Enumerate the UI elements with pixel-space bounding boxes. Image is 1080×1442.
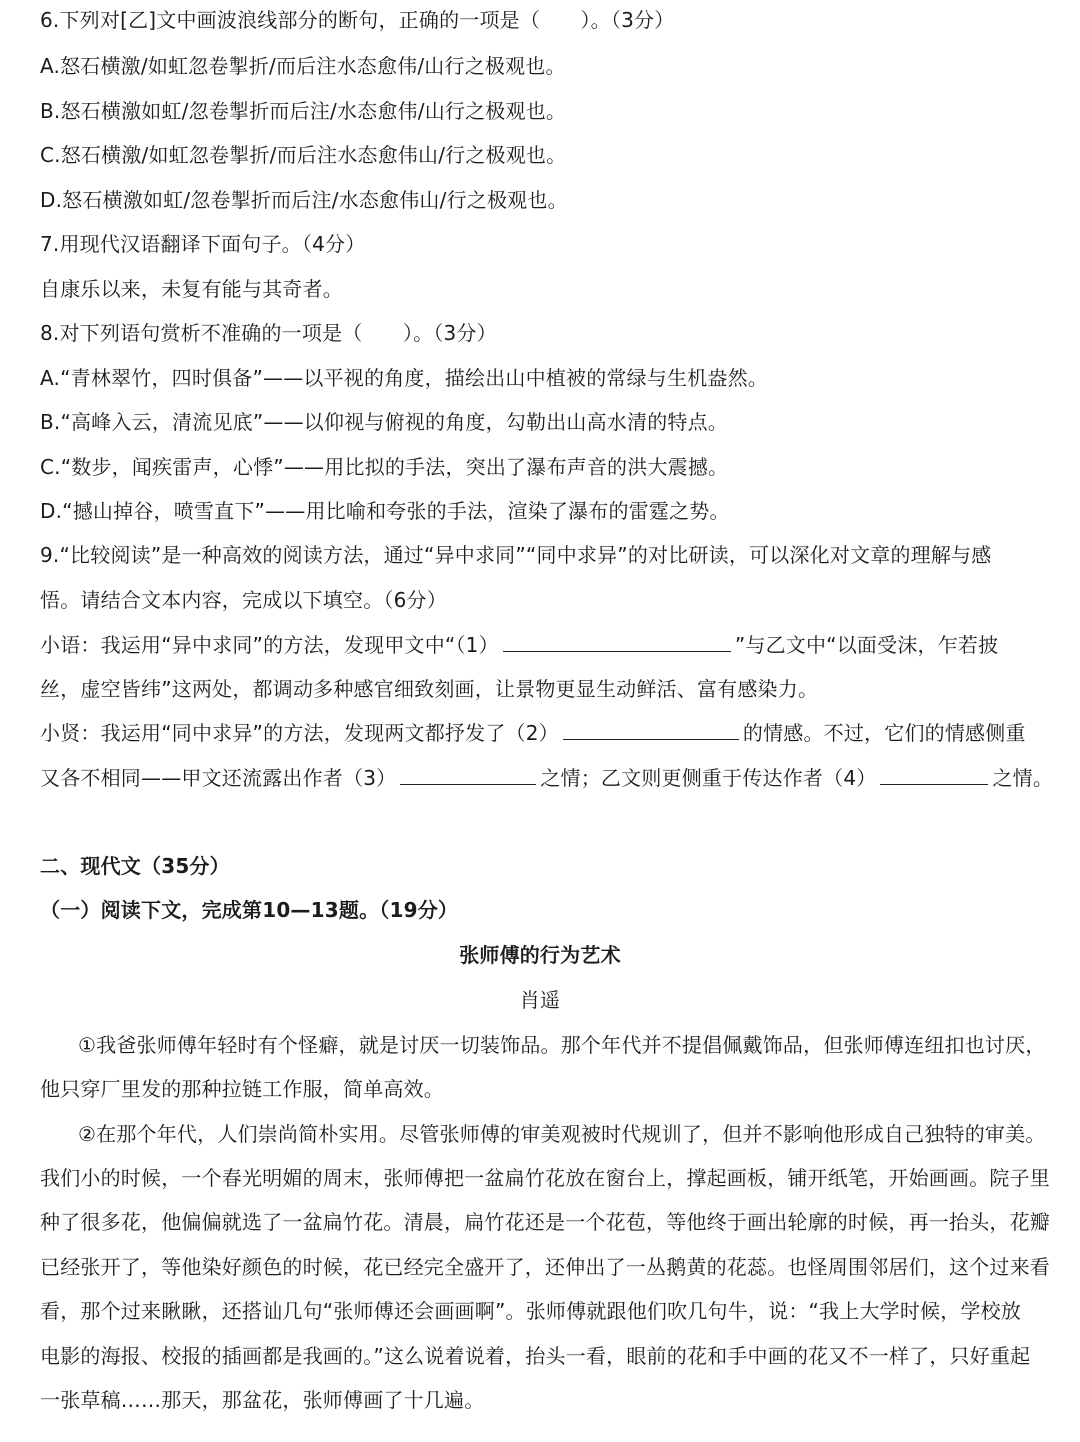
xiaoxian-text-c: 又各不相同——甲文还流露出作者（3） — [40, 766, 397, 790]
article-title: 张师傅的行为艺术 — [459, 943, 621, 967]
q6-option-a: A.怒石横激/如虹忽卷掣折/而后注水态愈伟/山行之极观也。 — [40, 54, 566, 78]
q6-option-b: B.怒石横激如虹/忽卷掣折而后注/水态愈伟/山行之极观也。 — [40, 99, 567, 123]
answer-blank-1[interactable] — [503, 631, 731, 652]
xiaoyu-text-a: 小语：我运用“异中求同”的方法，发现甲文中“（1） — [40, 633, 499, 657]
para2-line2: 我们小的时候，一个春光明媚的周末，张师傅把一盆扁竹花放在窗台上，撑起画板，铺开纸笔，开始画画。院子里 — [40, 1166, 1050, 1190]
q7-sentence: 自康乐以来，未复有能与其奇者。 — [40, 277, 343, 301]
xiaoxian-text-b: 的情感。不过，它们的情感侧重 — [742, 721, 1026, 745]
para2-line3: 种了很多花，他偏偏就选了一盆扁竹花。清晨，扁竹花还是一个花苞，等他终于画出轮廓的时候，再一抬头，花瓣 — [40, 1210, 1050, 1234]
q7-stem: 7.用现代汉语翻译下面句子。（4分） — [40, 232, 366, 256]
para2-line4: 已经张开了，等他染好颜色的时候，花已经完全盛开了，还伸出了一丛鹅黄的花蕊。也怪周围邻居们，这个过来看 — [40, 1255, 1050, 1279]
q6-option-d: D.怒石横激如虹/忽卷掣折而后注/水态愈伟山/行之极观也。 — [40, 188, 568, 212]
answer-blank-2[interactable] — [563, 719, 739, 740]
q8-option-a: A.“青林翠竹，四时俱备”——以平视的角度，描绘出山中植被的常绿与生机盎然。 — [40, 366, 769, 390]
xiaoxian-text-e: 之情。 — [992, 766, 1054, 790]
q9-xiaoxian-line1 — [40, 719, 1040, 747]
section2-subheading: （一）阅读下文，完成第10—13题。（19分） — [40, 898, 459, 922]
q8-option-b: B.“高峰入云，清流见底”——以仰视与俯视的角度，勾勒出山高水清的特点。 — [40, 410, 729, 434]
article-author: 肖遥 — [519, 988, 561, 1012]
para2-line7: 一张草稿……那天，那盆花，张师傅画了十几遍。 — [40, 1388, 485, 1412]
q9-xiaoyu-line2: 丝，虚空皆纬”这两处，都调动多种感官细致刻画，让景物更显生动鲜活、富有感染力。 — [40, 677, 819, 701]
answer-blank-3[interactable] — [400, 764, 536, 785]
section2-heading: 二、现代文（35分） — [40, 854, 230, 878]
para2-line5: 看，那个过来瞅瞅，还搭讪几句“张师傅还会画画啊”。张师傅就跟他们吹几句牛，说：“我上大学时候，学校放 — [40, 1299, 1022, 1323]
q9-xiaoxian-line2 — [40, 764, 1054, 792]
para2-line1: ②在那个年代，人们崇尚简朴实用。尽管张师傅的审美观被时代规训了，但并不影响他形成自己独特的审美。 — [78, 1122, 1046, 1146]
para2-line6: 电影的海报、校报的插画都是我画的。”这么说着说着，抬头一看，眼前的花和手中画的花又不一样了，只好重起 — [40, 1344, 1031, 1368]
q9-stem-line1: 9.“比较阅读”是一种高效的阅读方法，通过“异中求同”“同中求异”的对比研读，可以深化对文章的理解与感 — [40, 543, 992, 567]
q8-option-c: C.“数步，闻疾雷声，心悸”——用比拟的手法，突出了瀑布声音的洪大震撼。 — [40, 455, 729, 479]
xiaoyu-text-b: ”与乙文中“以面受沫，乍若披 — [734, 633, 999, 657]
q6-option-c: C.怒石横激/如虹忽卷掣折/而后注水态愈伟山/行之极观也。 — [40, 143, 567, 167]
xiaoxian-text-d: 之情；乙文则更侧重于传达作者（4） — [540, 766, 877, 790]
q6-stem: 6.下列对[乙]文中画波浪线部分的断句，正确的一项是（ ）。（3分） — [40, 8, 675, 32]
xiaoxian-text-a: 小贤：我运用“同中求异”的方法，发现两文都抒发了（2） — [40, 721, 559, 745]
q8-stem: 8.对下列语句赏析不准确的一项是（ ）。（3分） — [40, 321, 497, 345]
q9-xiaoyu-line1 — [40, 631, 1040, 659]
q9-stem-line2: 悟。请结合文本内容，完成以下填空。（6分） — [40, 588, 447, 612]
para1-line1: ①我爸张师傅年轻时有个怪癖，就是讨厌一切装饰品。那个年代并不提倡佩戴饰品，但张师傅连纽扣也讨厌， — [78, 1033, 1046, 1057]
answer-blank-4[interactable] — [880, 764, 988, 785]
q8-option-d: D.“撼山掉谷，喷雪直下”——用比喻和夸张的手法，渲染了瀑布的雷霆之势。 — [40, 499, 730, 523]
para1-line2: 他只穿厂里发的那种拉链工作服，简单高效。 — [40, 1077, 444, 1101]
